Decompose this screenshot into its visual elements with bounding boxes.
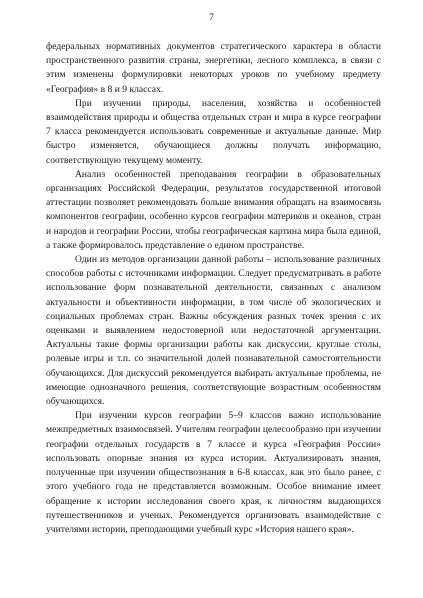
- page-number: 7: [209, 13, 214, 23]
- paragraph-interdisciplinary: При изучении курсов географии 5–9 классов важно использование межпредметных взаимосвязей. Учителям географии целесообразно при изучении географии отдельных государств в 7 классе и курса «География России» использовать опорные знания из курса истории. Актуализировать знания, полученные при изучении обществознания в 6-8 классах, как это было ранее, с этого учебного года не представляется возможным. Особое внимание имеет обращение к истории исследования своего края, к личностям выдающихся путешественников и ученых. Рекомендуется организовать взаимодействие с учителями истории, преподающими учебный курс «История нашего края».: [46, 410, 381, 535]
- body-text: [46, 40, 381, 537]
- paragraph-current-data: При изучении природы, населения, хозяйства и особенностей взаимодействия природы и общества отдельных стран и мира в курсе географии 7 класса рекомендуется использовать современные и актуальные данные. Мир быстро изменяется, обучающиеся должны получать информацию, соответствующую текущему моменту.: [46, 97, 381, 166]
- paragraph-information-sources: Один из методов организации данной работы – использование различных способов работы с источниками информации. Следует предусматривать в работе использование форм познавательной деятельности, связанных с анализом актуальности и объективности информации, в том числе об экологических и социальных проблемах стран. Важны обсуждения разных точек зрения с их оценками и выявлением недостоверной или недостаточной аргументации. Актуальны такие формы организации работы как дискуссии, круглые столы, ролевые игры и т.п. со значительной долей познавательной самостоятельности обучающихся. Для дискуссий рекомендуется выбирать актуальные проблемы, не имеющие однозначного решения, соответствующие возрастным особенностям обучающихся.: [46, 254, 381, 408]
- paragraph-continuation: федеральных нормативных документов стратегического характера в области пространственного развития страны, энергетики, лесного комплекса, в связи с этим изменены формулировки некоторых уроков по учебному предмету «География» в 8 и 9 классах.: [46, 41, 381, 95]
- paragraph-teaching-analysis: Анализ особенностей преподавания географии в образовательных организациях Российской Федерации, результатов государственной итоговой аттестации позволяет рекомендовать больше внимания обращать на взаимосвязь компонентов географии, особенно курсов географии материков и океанов, стран и народов и географии России, чтобы географическая картина мира была единой, а также формировалось представление о едином пространстве.: [46, 168, 381, 251]
